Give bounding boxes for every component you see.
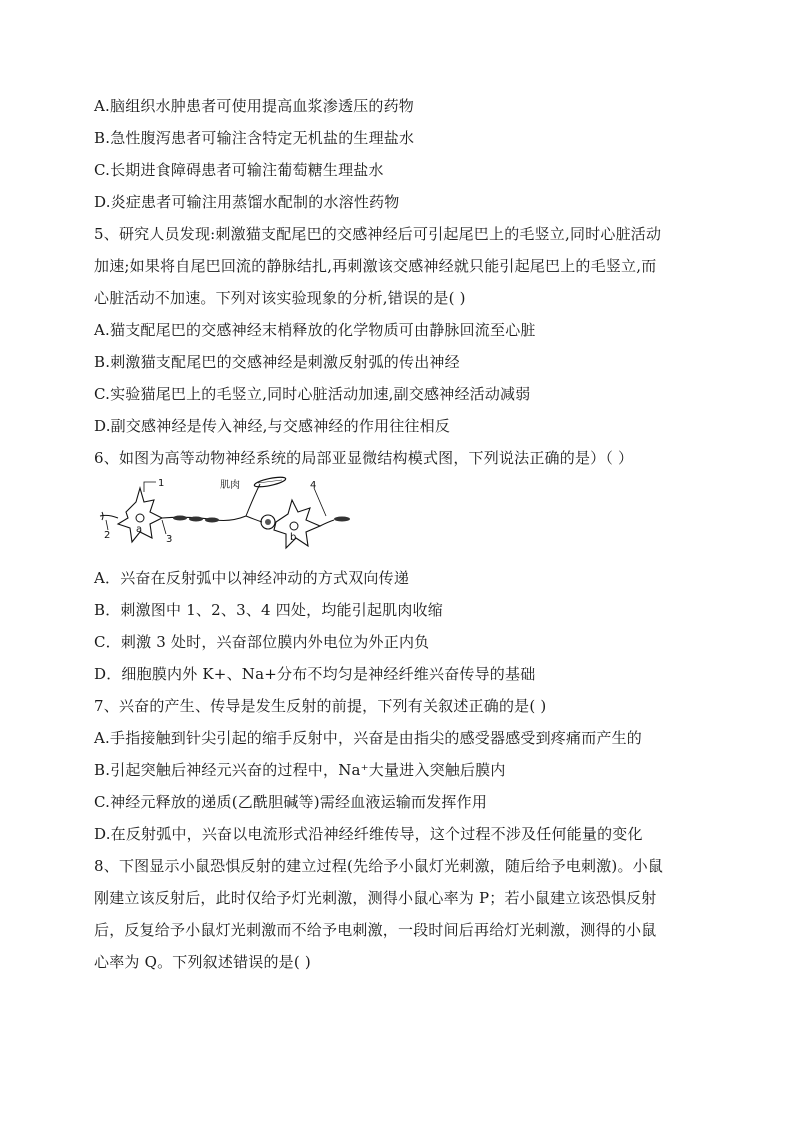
muscle-fiber xyxy=(254,476,287,489)
pointer-1 xyxy=(144,482,156,492)
q5-option-d: D.副交感神经是传入神经,与交感神经的作用往往相反 xyxy=(94,417,451,435)
neuron-diagram xyxy=(96,476,352,554)
synaptic-vesicle xyxy=(265,519,271,525)
label-3: 3 xyxy=(166,534,173,545)
q4-option-b: B.急性腹泻患者可输注含特定无机盐的生理盐水 xyxy=(94,129,415,147)
neuron-b-nucleus xyxy=(290,522,298,530)
q6-option-b: B．刺激图中 1、2、3、4 四处，均能引起肌肉收缩 xyxy=(94,601,443,619)
pointer-3 xyxy=(162,520,166,534)
label-4: 4 xyxy=(310,480,317,491)
q5-option-b: B.刺激猫支配尾巴的交感神经是刺激反射弧的传出神经 xyxy=(94,353,460,371)
q6-option-d: D．细胞膜内外 K+、Na+分布不均匀是神经纤维兴奋传导的基础 xyxy=(94,665,536,683)
motor-branch xyxy=(246,484,260,516)
q8-stem-line-3: 后，反复给予小鼠灯光刺激而不给予电刺激，一段时间后再给灯光刺激，测得的小鼠 xyxy=(94,921,657,939)
label-1: 1 xyxy=(158,478,165,489)
q7-option-b: B.引起突触后神经元兴奋的过程中，Na⁺大量进入突触后膜内 xyxy=(94,761,506,779)
q8-stem-line-2: 刚建立该反射后，此时仅给予灯光刺激，测得小鼠心率为 P；若小鼠建立该恐惧反射 xyxy=(94,889,657,907)
label-a: a xyxy=(136,524,143,535)
pointer-4 xyxy=(314,488,326,516)
q7-option-a: A.手指接触到针尖引起的缩手反射中，兴奋是由指尖的感受器感受到疼痛而产生的 xyxy=(94,729,643,747)
q6-option-c: C．刺激 3 处时，兴奋部位膜内外电位为外正内负 xyxy=(94,633,430,651)
q6-stem: 6、如图为高等动物神经系统的局部亚显微结构模式图，下列说法正确的是）（ ） xyxy=(94,449,634,467)
q5-stem-line-2: 加速;如果将自尾巴回流的静脉结扎,再刺激该交感神经就只能引起尾巴上的毛竖立,而 xyxy=(94,257,657,275)
label-2: 2 xyxy=(104,530,111,541)
myelin-segment xyxy=(173,516,187,521)
q5-stem-line-3: 心脏活动不加速。下列对该实验现象的分析,错误的是( ) xyxy=(94,289,466,307)
q8-stem-line-4: 心率为 Q。下列叙述错误的是( ) xyxy=(94,953,311,971)
neuron-diagram-svg xyxy=(96,476,352,554)
label-muscle: 肌肉 xyxy=(220,480,240,491)
q4-option-a: A.脑组织水肿患者可使用提高血浆渗透压的药物 xyxy=(94,97,415,115)
label-b: b xyxy=(290,532,297,543)
myelin-segment xyxy=(189,517,203,522)
q5-stem-line-1: 5、研究人员发现:刺激猫支配尾巴的交感神经后可引起尾巴上的毛竖立,同时心脏活动 xyxy=(94,225,662,243)
q4-option-c: C.长期进食障碍患者可输注葡萄糖生理盐水 xyxy=(94,161,384,179)
neuron-a-nucleus xyxy=(136,514,144,522)
neuron-b-axon xyxy=(320,520,334,526)
axon-segment-right xyxy=(334,517,350,522)
myelin-segment xyxy=(205,518,219,523)
q7-stem: 7、兴奋的产生、传导是发生反射的前提，下列有关叙述正确的是( ) xyxy=(94,697,547,715)
q7-option-c: C.神经元释放的递质(乙酰胆碱等)需经血液运输而发挥作用 xyxy=(94,793,488,811)
q7-option-d: D.在反射弧中，兴奋以电流形式沿神经纤维传导，这个过程不涉及任何能量的变化 xyxy=(94,825,643,843)
q5-option-c: C.实验猫尾巴上的毛竖立,同时心脏活动加速,副交感神经活动减弱 xyxy=(94,385,531,403)
axon-terminal xyxy=(246,516,262,522)
q6-option-a: A．兴奋在反射弧中以神经冲动的方式双向传递 xyxy=(94,569,410,587)
q8-stem-line-1: 8、下图显示小鼠恐惧反射的建立过程(先给予小鼠灯光刺激，随后给予电刺激)。小鼠 xyxy=(94,857,664,875)
pointer-2 xyxy=(106,520,108,530)
q5-option-a: A.猫支配尾巴的交感神经末梢释放的化学物质可由静脉回流至心脏 xyxy=(94,321,536,339)
q4-option-d: D.炎症患者可输注用蒸馏水配制的水溶性药物 xyxy=(94,193,400,211)
